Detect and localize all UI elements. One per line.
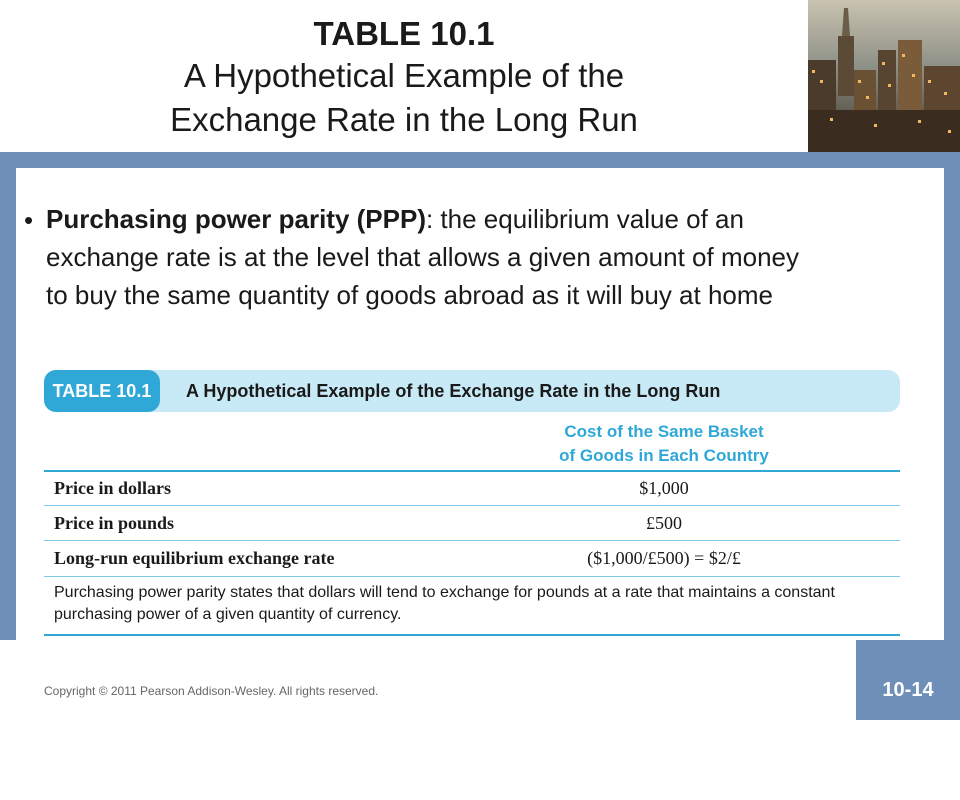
slide-title-area: [0, 0, 808, 152]
table-header-bar: [44, 370, 900, 412]
table-rule: [44, 540, 900, 541]
table-tag: TABLE 10.1: [44, 370, 160, 412]
row-label: Long-run equilibrium exchange rate: [54, 548, 335, 568]
row-value: $1,000: [639, 478, 689, 498]
frame-top-bar: [0, 152, 960, 168]
row-label: Price in pounds: [54, 513, 175, 533]
copyright-text: Copyright © 2011 Pearson Addison-Wesley. All rights reserved.: [44, 684, 379, 698]
column-header-line-2: of Goods in Each Country: [559, 446, 769, 465]
slide-title-line-2: A Hypothetical Example of the: [183, 57, 625, 94]
row-label: Price in dollars: [54, 478, 171, 498]
table-rule: [44, 470, 900, 472]
slide-content: [16, 168, 944, 640]
frame-left-bar: [0, 152, 16, 640]
page-number: 10-14: [882, 679, 934, 701]
row-value: £500: [646, 513, 682, 533]
bullet-marker: •: [24, 205, 34, 235]
ppp-definition-text: : the equilibrium value of an exchange rate is at the level that allows a given amount of money to buy the same quantity of goods abroad as it will buy at home: [46, 204, 799, 310]
frame-right-bar: [944, 152, 960, 640]
ppp-term: Purchasing power parity (PPP): [46, 204, 426, 234]
ppp-definition: [46, 200, 826, 314]
table-rule: [44, 505, 900, 506]
row-value: ($1,000/£500) = $2/£: [587, 548, 741, 568]
table-title: A Hypothetical Example of the Exchange Rate in the Long Run: [186, 381, 721, 401]
table-rule: [44, 634, 900, 636]
table-rule: [44, 576, 900, 577]
slide-title-line-3: Exchange Rate in the Long Run: [170, 101, 638, 138]
column-header: [514, 420, 814, 468]
column-header-line-1: Cost of the Same Basket: [564, 422, 764, 441]
table-note: Purchasing power parity states that dollars will tend to exchange for pounds at a rate that maintains a constant purchasing power of a given quantity of currency.: [54, 584, 835, 623]
exchange-rate-table: [44, 370, 900, 800]
slide-title-line-1: TABLE 10.1: [313, 15, 495, 52]
city-skyline-image: [808, 0, 960, 152]
